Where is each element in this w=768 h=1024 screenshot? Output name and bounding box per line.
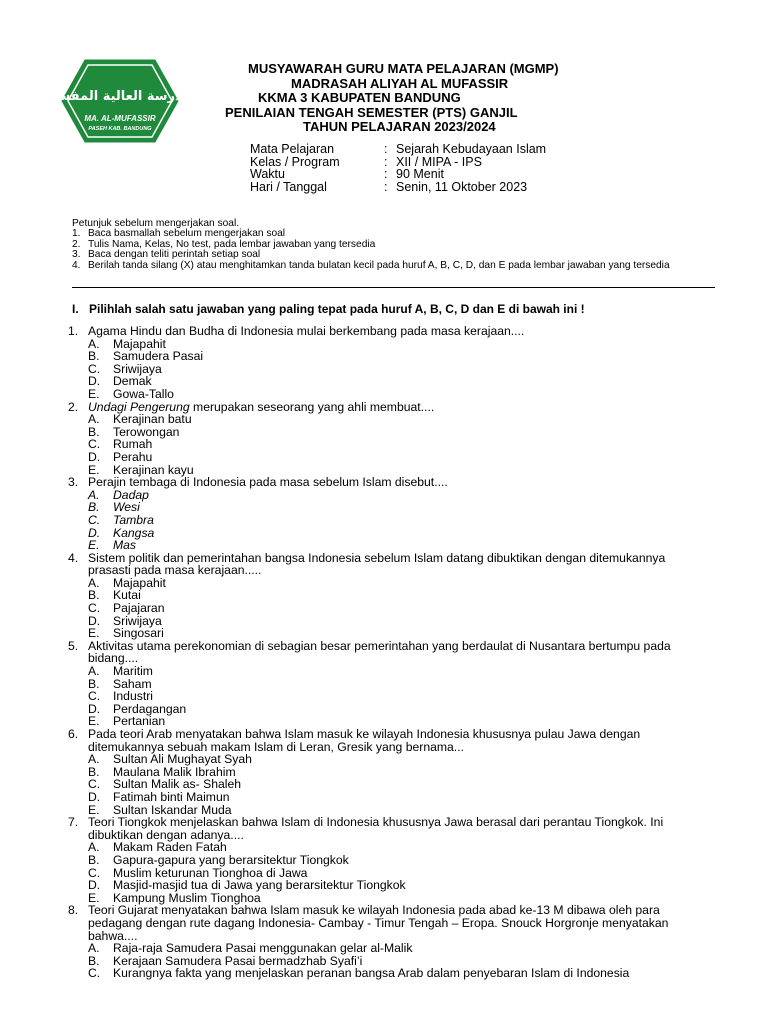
answer-option <box>68 514 708 527</box>
question-number: 5. <box>68 638 79 653</box>
question-number: 7. <box>68 815 79 830</box>
option-text: Sultan Iskandar Muda <box>113 802 232 817</box>
option-text: Majapahit <box>113 336 166 351</box>
answer-option <box>68 426 708 439</box>
option-letter: E. <box>88 890 100 905</box>
answer-option <box>68 413 708 426</box>
option-text: Gowa-Tallo <box>113 386 174 401</box>
option-text: Kerajaan Samudera Pasai bermadzhab Syafi’i <box>113 953 363 968</box>
option-letter: A. <box>88 941 100 956</box>
answer-option <box>68 879 708 892</box>
option-text: Kutai <box>113 588 141 603</box>
option-text: Kurangnya fakta yang menjelaskan peranan bangsa Arab dalam penyebaran Islam di Indonesia <box>113 966 630 981</box>
option-text: Gapura-gapura yang berarsitektur Tiongkok <box>113 852 349 867</box>
answer-option <box>68 967 708 980</box>
option-letter: B. <box>88 588 100 603</box>
option-text: Sultan Malik as- Shaleh <box>113 777 242 792</box>
option-letter: C. <box>88 966 101 981</box>
instruction-item: 4. Berilah tanda silang (X) atau menghitamkan tanda bulatan kecil pada huruf A, B, C, D, dan E pada lembar jawaban yang tersedia <box>72 259 670 271</box>
school-logo <box>49 56 191 146</box>
answer-option <box>68 854 708 867</box>
option-text: Pertanian <box>113 714 166 729</box>
option-letter: A. <box>88 664 100 679</box>
question-list <box>68 325 708 980</box>
option-text: Kangsa <box>113 525 155 540</box>
instruction-item: 3. Baca dengan teliti perintah setiap soal <box>72 249 261 261</box>
option-letter: A. <box>88 840 100 855</box>
option-letter: C. <box>88 689 101 704</box>
question-8 <box>68 904 708 942</box>
header-line-school: MADRASAH ALIYAH AL MUFASSIR <box>291 75 509 91</box>
option-text: Singosari <box>113 626 164 641</box>
option-letter: E. <box>88 626 100 641</box>
question-text: Undagi Pengerung merupakan seseorang yang ahli membuat.... <box>88 399 435 414</box>
option-letter: A. <box>88 575 100 590</box>
question-1 <box>68 325 708 338</box>
option-text: Muslim keturunan Tionghoa di Jawa <box>113 865 308 880</box>
question-text: Teori Gujarat menyatakan bahwa Islam masuk ke wilayah Indonesia pada abad ke-13 M dibawa oleh para pedagang dengan rute dagang Indonesia- Cambay - Timur Tengah – Eropa. Snouck Horgronje menyatakan bahwa.... <box>88 903 669 943</box>
option-letter: D. <box>88 613 101 628</box>
divider-line <box>72 287 715 288</box>
option-text: Perahu <box>113 449 153 464</box>
question-text: Perajin tembaga di Indonesia pada masa sebelum Islam disebut.... <box>88 475 448 490</box>
option-text: Pajajaran <box>113 601 165 616</box>
option-letter: C. <box>88 361 101 376</box>
option-letter: B. <box>88 676 100 691</box>
option-letter: B. <box>88 500 100 515</box>
document-header <box>225 62 605 135</box>
option-letter: A. <box>88 487 100 502</box>
question-number: 2. <box>68 399 79 414</box>
option-letter: D. <box>88 374 101 389</box>
option-letter: A. <box>88 752 100 767</box>
answer-option <box>68 627 708 640</box>
question-number: 3. <box>68 475 79 490</box>
logo-school-location: PASEH KAB. BANDUNG <box>88 126 152 132</box>
option-text: Kerajinan kayu <box>113 462 194 477</box>
option-text: Maulana Malik Ibrahim <box>113 764 236 779</box>
answer-option <box>68 690 708 703</box>
answer-option <box>68 678 708 691</box>
option-text: Industri <box>113 689 153 704</box>
option-letter: C. <box>88 512 101 527</box>
option-text: Samudera Pasai <box>113 349 204 364</box>
header-line-exam: PENILAIAN TENGAH SEMESTER (PTS) GANJIL <box>225 104 518 120</box>
option-letter: C. <box>88 777 101 792</box>
question-number: 4. <box>68 550 79 565</box>
logo-school-name: MA. AL-MUFASSIR <box>84 114 156 123</box>
option-letter: A. <box>88 412 100 427</box>
answer-option <box>68 602 708 615</box>
answer-option <box>68 438 708 451</box>
option-letter: E. <box>88 802 100 817</box>
option-text: Terowongan <box>113 424 180 439</box>
option-letter: C. <box>88 865 101 880</box>
option-text: Perdagangan <box>113 701 187 716</box>
option-text: Mas <box>113 538 137 553</box>
question-text: Agama Hindu dan Budha di Indonesia mulai berkembang pada masa kerajaan.... <box>88 324 525 338</box>
logo-arabic-text: مدرسة العالية المفسر <box>49 89 191 104</box>
question-5 <box>68 640 708 665</box>
option-letter: E. <box>88 386 100 401</box>
info-row: Kelas / Program : XII / MIPA - IPS <box>250 154 482 169</box>
question-text: Pada teori Arab menyatakan bahwa Islam masuk ke wilayah Indonesia khususnya pulau Jawa dengan ditemukannya sebuah makam Islam di Leran, Gresik yang bernama... <box>88 727 641 754</box>
option-letter: B. <box>88 953 100 968</box>
option-text: Wesi <box>113 500 140 515</box>
info-row: Waktu : 90 Menit <box>250 167 444 182</box>
info-row: Mata Pelajaran : Sejarah Kebudayaan Islam <box>250 142 547 156</box>
answer-option <box>68 501 708 514</box>
option-letter: C. <box>88 437 101 452</box>
option-text: Fatimah binti Maimun <box>113 789 230 804</box>
option-text: Raja-raja Samudera Pasai menggunakan gelar al-Malik <box>113 941 413 956</box>
answer-option <box>68 942 708 955</box>
option-text: Rumah <box>113 437 153 452</box>
option-text: Masjid-masjid tua di Jawa yang berarsitektur Tiongkok <box>113 878 406 893</box>
answer-option <box>68 665 708 678</box>
header-line-kkma: KKMA 3 KABUPATEN BANDUNG <box>258 90 461 105</box>
answer-option <box>68 615 708 628</box>
answer-option <box>68 451 708 464</box>
option-text: Sultan Ali Mughayat Syah <box>113 752 252 767</box>
option-letter: B. <box>88 349 100 364</box>
option-text: Dadap <box>113 487 149 502</box>
option-text: Saham <box>113 676 152 691</box>
option-text: Sriwijaya <box>113 613 162 628</box>
option-letter: E. <box>88 714 100 729</box>
info-row: Hari / Tanggal : Senin, 11 Oktober 2023 <box>250 179 528 194</box>
section-heading: I. Pilihlah salah satu jawaban yang paling tepat pada huruf A, B, C, D dan E di bawah ini ! <box>72 302 585 316</box>
answer-option <box>68 577 708 590</box>
option-letter: C. <box>88 601 101 616</box>
option-letter: D. <box>88 878 101 893</box>
instruction-item: 1. Baca basmallah sebelum mengerjakan soal <box>72 228 286 240</box>
answer-option <box>68 753 708 766</box>
question-number: 1. <box>68 324 79 338</box>
instructions-title: Petunjuk sebelum mengerjakan soal. <box>72 218 240 229</box>
option-letter: D. <box>88 449 101 464</box>
exam-info-table <box>250 143 546 193</box>
answer-option <box>68 489 708 502</box>
question-number: 8. <box>68 903 79 918</box>
instructions <box>72 219 712 271</box>
option-text: Kampung Muslim Tionghoa <box>113 890 261 905</box>
answer-option <box>68 350 708 363</box>
header-line-year: TAHUN PELAJARAN 2023/2024 <box>303 119 496 134</box>
option-letter: B. <box>88 852 100 867</box>
option-letter: B. <box>88 764 100 779</box>
answer-option <box>68 527 708 540</box>
option-text: Tambra <box>113 512 154 527</box>
question-7 <box>68 816 708 841</box>
option-letter: E. <box>88 538 100 553</box>
option-text: Demak <box>113 374 152 389</box>
question-text: Sistem politik dan pemerintahan bangsa Indonesia sebelum Islam datang dibuktikan dengan ditemukannya prasasti pada masa kerajaan..... <box>88 550 666 578</box>
question-3 <box>68 476 708 489</box>
header-line-mgmp: MUSYAWARAH GURU MATA PELAJARAN (MGMP) <box>248 61 559 76</box>
option-text: Sriwijaya <box>113 361 162 376</box>
question-text: Aktivitas utama perekonomian di sebagian besar pemerintahan yang berdaulat di Nusantara bertumpu pada bidang.... <box>88 638 671 666</box>
answer-option <box>68 363 708 376</box>
option-letter: D. <box>88 701 101 716</box>
option-text: Makam Raden Fatah <box>113 840 227 855</box>
option-text: Majapahit <box>113 575 166 590</box>
question-6 <box>68 728 708 753</box>
answer-option <box>68 791 708 804</box>
question-4 <box>68 552 708 577</box>
option-letter: E. <box>88 462 100 477</box>
option-letter: B. <box>88 424 100 439</box>
option-letter: D. <box>88 525 101 540</box>
answer-option <box>68 539 708 552</box>
option-letter: A. <box>88 336 100 351</box>
question-text: Teori Tiongkok menjelaskan bahwa Islam di Indonesia khususnya Jawa berasal dari perantau Tiongkok. Ini dibuktikan dengan adanya.... <box>88 815 664 842</box>
option-letter: D. <box>88 789 101 804</box>
option-text: Maritim <box>113 664 153 679</box>
question-number: 6. <box>68 727 79 741</box>
option-text: Kerajinan batu <box>113 412 192 427</box>
instruction-item: 2. Tulis Nama, Kelas, No test, pada lembar jawaban yang tersedia <box>72 238 376 250</box>
